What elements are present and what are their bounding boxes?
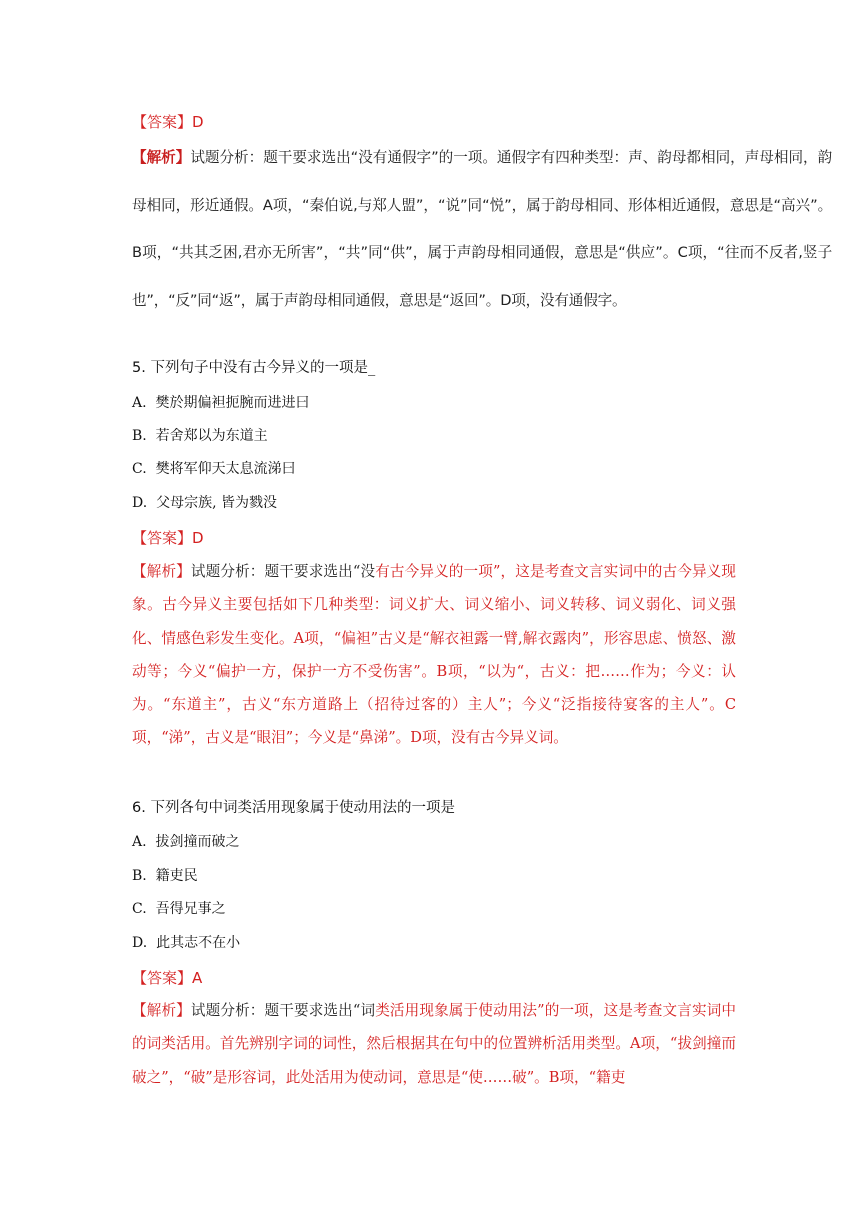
question-text: 下列句子中没有古今异义的一项是_ [150, 360, 376, 376]
answer-label: 【答案】 [132, 529, 193, 547]
option-a [132, 832, 736, 852]
analysis-label: 【解析】 [132, 563, 191, 580]
analysis-lead: 试题分析：题干要求选出“没 [190, 563, 376, 580]
option-a [132, 393, 736, 413]
option-text: 吾得兄事之 [155, 901, 226, 917]
option-letter: D. [132, 935, 148, 951]
analysis-paragraph [132, 555, 736, 755]
analysis-text: 类活用现象属于使动用法”的一项，这是考查文言实词中的词类活用。首先辨别字词的词性，然后根据其在句中的位置辨析活用类型。A项，“拔剑撞而破之”，“破”是形容词，此处活用为使动词，意思是“使……破”。B项，“籍吏 [132, 1002, 737, 1086]
option-c [132, 899, 736, 919]
question-number: 5. [132, 360, 146, 376]
option-letter: B. [132, 428, 147, 444]
option-text: 此其志不在小 [156, 935, 241, 951]
option-d [132, 493, 736, 513]
analysis-text: 有古今异义的一项”，这是考查文言实词中的古今异义现象。古今异义主要包括如下几种类型：词义扩大、词义缩小、词义转移、词义弱化、词义强化、情感色彩发生变化。A项，“偏袒”古义是“解衣袒露一臂,解衣露肉”，形容思虑、愤怒、激动等；今义“偏护一方，保护一方不受伤害”。B项，“以为“，古义：把……作为；今义：认为。“东道主”，古义“东方道路上（招待过客的）主人”；今义“泛指接待宴客的主人”。C项，“涕”，古义是“眼泪”；今义是“鼻涕”。D项，没有古今异义词。 [132, 563, 737, 747]
option-text: 籍吏民 [155, 868, 198, 884]
option-letter: B. [132, 868, 147, 884]
option-text: 父母宗族, 皆为戮没 [156, 495, 277, 511]
answer-line [132, 112, 736, 132]
option-letter: A. [132, 395, 147, 411]
question-stem [132, 798, 736, 818]
analysis-text: 试题分析：题干要求选出“没有通假字”的一项。通假字有四种类型：声、韵母都相同，声母相同，韵母相同，形近通假。A项，“秦伯说,与郑人盟”，“说”同“悦”，属于韵母相同、形体相近通假，意思是“高兴”。B项，“共其乏困,君亦无所害”，“共”同“供”，属于声韵母相同通假，意思是“供应”。C项，“往而不反者,竖子也”，“反”同“返”，属于声韵母相同通假，意思是“返回”。D项，没有通假字。 [132, 149, 832, 309]
option-letter: A. [132, 834, 147, 850]
analysis-paragraph [132, 134, 832, 324]
answer-value: D [192, 529, 204, 547]
option-text: 樊将军仰天太息流涕曰 [155, 461, 296, 477]
option-c [132, 459, 736, 479]
answer-label: 【答案】 [132, 969, 193, 987]
option-text: 拔剑撞而破之 [155, 834, 240, 850]
option-letter: C. [132, 901, 147, 917]
analysis-lead: 试题分析：题干要求选出“词 [190, 1002, 376, 1019]
option-letter: D. [132, 495, 148, 511]
answer-value: A [192, 969, 203, 987]
option-text: 若舍郑以为东道主 [155, 428, 268, 444]
analysis-label: 【解析】 [132, 1002, 191, 1019]
answer-label: 【答案】 [132, 113, 193, 131]
analysis-label: 【解析】 [132, 149, 191, 166]
option-text: 樊於期偏袒扼腕而进进曰 [155, 395, 310, 411]
analysis-paragraph [132, 994, 736, 1094]
question-number: 6. [132, 800, 146, 816]
option-b [132, 866, 736, 886]
answer-line [132, 528, 736, 548]
question-text: 下列各句中词类活用现象属于使动用法的一项是 [150, 800, 455, 816]
option-b [132, 426, 736, 446]
option-d [132, 933, 736, 953]
option-letter: C. [132, 461, 147, 477]
answer-line [132, 968, 736, 988]
answer-value: D [192, 113, 204, 131]
question-stem [132, 358, 736, 378]
